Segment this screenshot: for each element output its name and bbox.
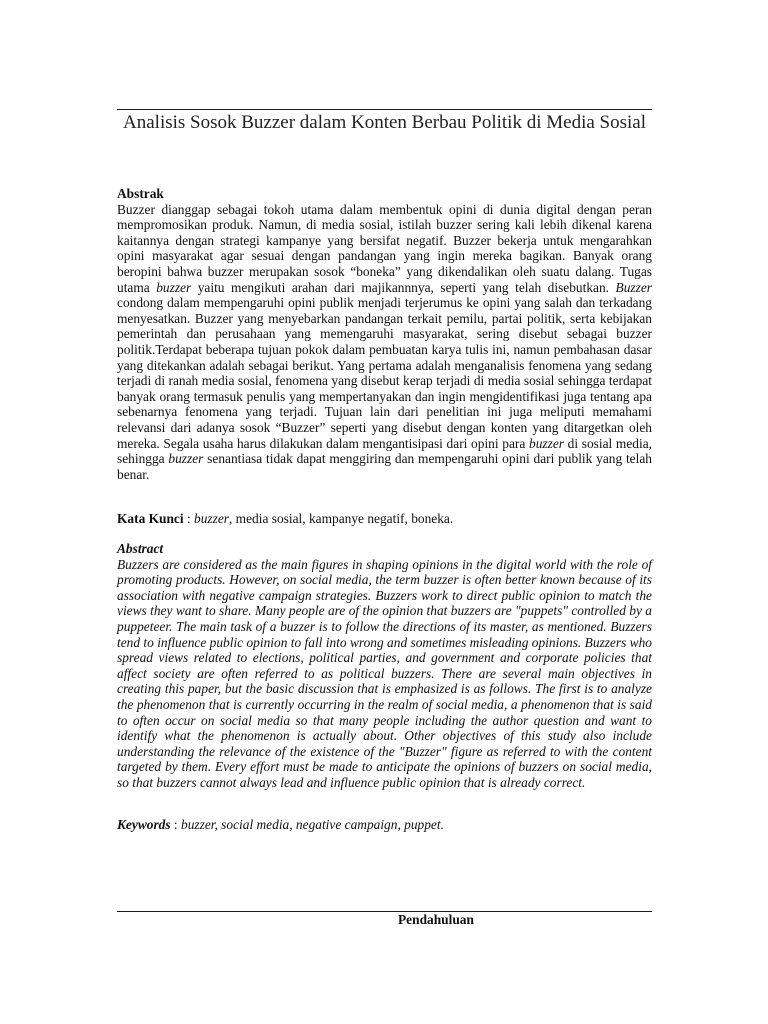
abstrak-text: yaitu mengikuti arahan dari majikannnya, seperti yang telah disebutkan. bbox=[191, 279, 616, 295]
top-rule bbox=[117, 109, 652, 110]
keywords-line bbox=[117, 817, 652, 833]
bottom-rule bbox=[117, 911, 652, 912]
abstract-section bbox=[117, 541, 652, 791]
kata-kunci-separator: : bbox=[183, 511, 195, 526]
abstrak-text: Buzzer dianggap sebagai tokoh utama dalam membentuk opini di dunia digital dengan peran mempromosikan produk. Namun, di media sosial, istilah buzzer sering kali lebih dikenal karena kaitannya dengan strategi kampanye yang bersifat negatif. Buzzer bekerja untuk mengarahkan opini masyarakat agar sesuai dengan pandangan yang ingin mereka bagikan. Banyak orang beropini bahwa buzzer merupakan sosok “boneka” yang dikendalikan oleh suatu dalang. Tugas utama bbox=[117, 201, 652, 295]
kata-kunci-line bbox=[117, 511, 652, 527]
keywords-label: Keywords bbox=[117, 817, 171, 832]
abstrak-text: di sosial media, sehingga bbox=[117, 435, 652, 467]
abstrak-text: condong dalam mempengaruhi opini publik menjadi terjerumus ke opini yang salah dan terkadang menyesatkan. Buzzer yang menyebarkan pandangan terkait pemilu, partai politik, serta kebijakan pemerintah dan perusahaan yang memengaruhi masyarakat, sering disebut sebagai buzzer politik.Terdapat beberapa tujuan pokok dalam pembuatan karya tulis ini, namun pembahasan dasar yang ditekankan adalah sebagai berikut. Yang pertama adalah menganalisis fenomena yang sedang terjadi di ranah media sosial, fenomena yang disebut kerap terjadi di media sosial sehingga terdapat banyak orang termasuk penulis yang mempertanyakan dan ingin mengidentifikasi juga tentang apa sebenarnya fenomena yang terjadi. Tujuan lain dari penelitian ini juga meliputi memahami relevansi dari adanya sosok “Buzzer” seperti yang disebut dengan konten yang ditargetkan oleh mereka. Segala usaha harus dilakukan dalam mengantisipasi dari opini para bbox=[117, 295, 652, 451]
abstrak-emphasis: buzzer bbox=[168, 451, 204, 467]
kata-kunci-text: , media sosial, kampanye negatif, boneka. bbox=[228, 511, 454, 526]
abstract-body: Buzzers are considered as the main figures in shaping opinions in the digital world with the role of promoting products. However, on social media, the term buzzer is often better known because of its association with negative campaign strategies. Buzzers work to direct public opinion to match the views they want to share. Many people are of the opinion that buzzers are "puppets" controlled by a puppeteer. The main task of a buzzer is to follow the directions of its master, as mentioned. Buzzers tend to influence public opinion to fall into wrong and sometimes misleading opinions. Buzzers who spread views related to elections, political parties, and government and corporate policies that affect society are often referred to as political buzzers. There are several main objectives in creating this paper, but the basic discussion that is emphasized is as follows. The first is to analyze the phenomenon that is currently occurring in the realm of social media, a phenomenon that is said to often occur on social media so that many people including the author question and want to identify what the phenomenon is actually about. Other objectives of this study also include understanding the relevance of the existence of the "Buzzer" figure as referred to with the content targeted by them. Every effort must be made to anticipate the opinions of buzzers on social media, so that buzzers cannot always lead and influence public opinion that is already correct. bbox=[117, 556, 652, 790]
abstrak-emphasis: buzzer bbox=[529, 435, 564, 451]
abstrak-text: senantiasa tidak dapat menggiring dan mempengaruhi opini dari publik yang telah benar. bbox=[117, 451, 652, 482]
document-title: Analisis Sosok Buzzer dalam Konten Berbau Politik di Media Sosial bbox=[123, 112, 646, 133]
kata-kunci-label: Kata Kunci bbox=[117, 511, 184, 526]
abstract-heading: Abstract bbox=[117, 541, 164, 556]
keywords-separator: : bbox=[170, 817, 181, 832]
kata-kunci-emphasis: buzzer bbox=[194, 511, 229, 526]
abstrak-section bbox=[117, 186, 652, 482]
abstrak-body bbox=[117, 202, 652, 483]
abstrak-emphasis: Buzzer bbox=[615, 279, 652, 295]
section-heading-pendahuluan: Pendahuluan bbox=[398, 912, 474, 927]
keywords-text: buzzer, social media, negative campaign, puppet. bbox=[181, 817, 444, 832]
abstrak-emphasis: buzzer bbox=[156, 279, 192, 295]
abstrak-heading: Abstrak bbox=[117, 186, 164, 201]
